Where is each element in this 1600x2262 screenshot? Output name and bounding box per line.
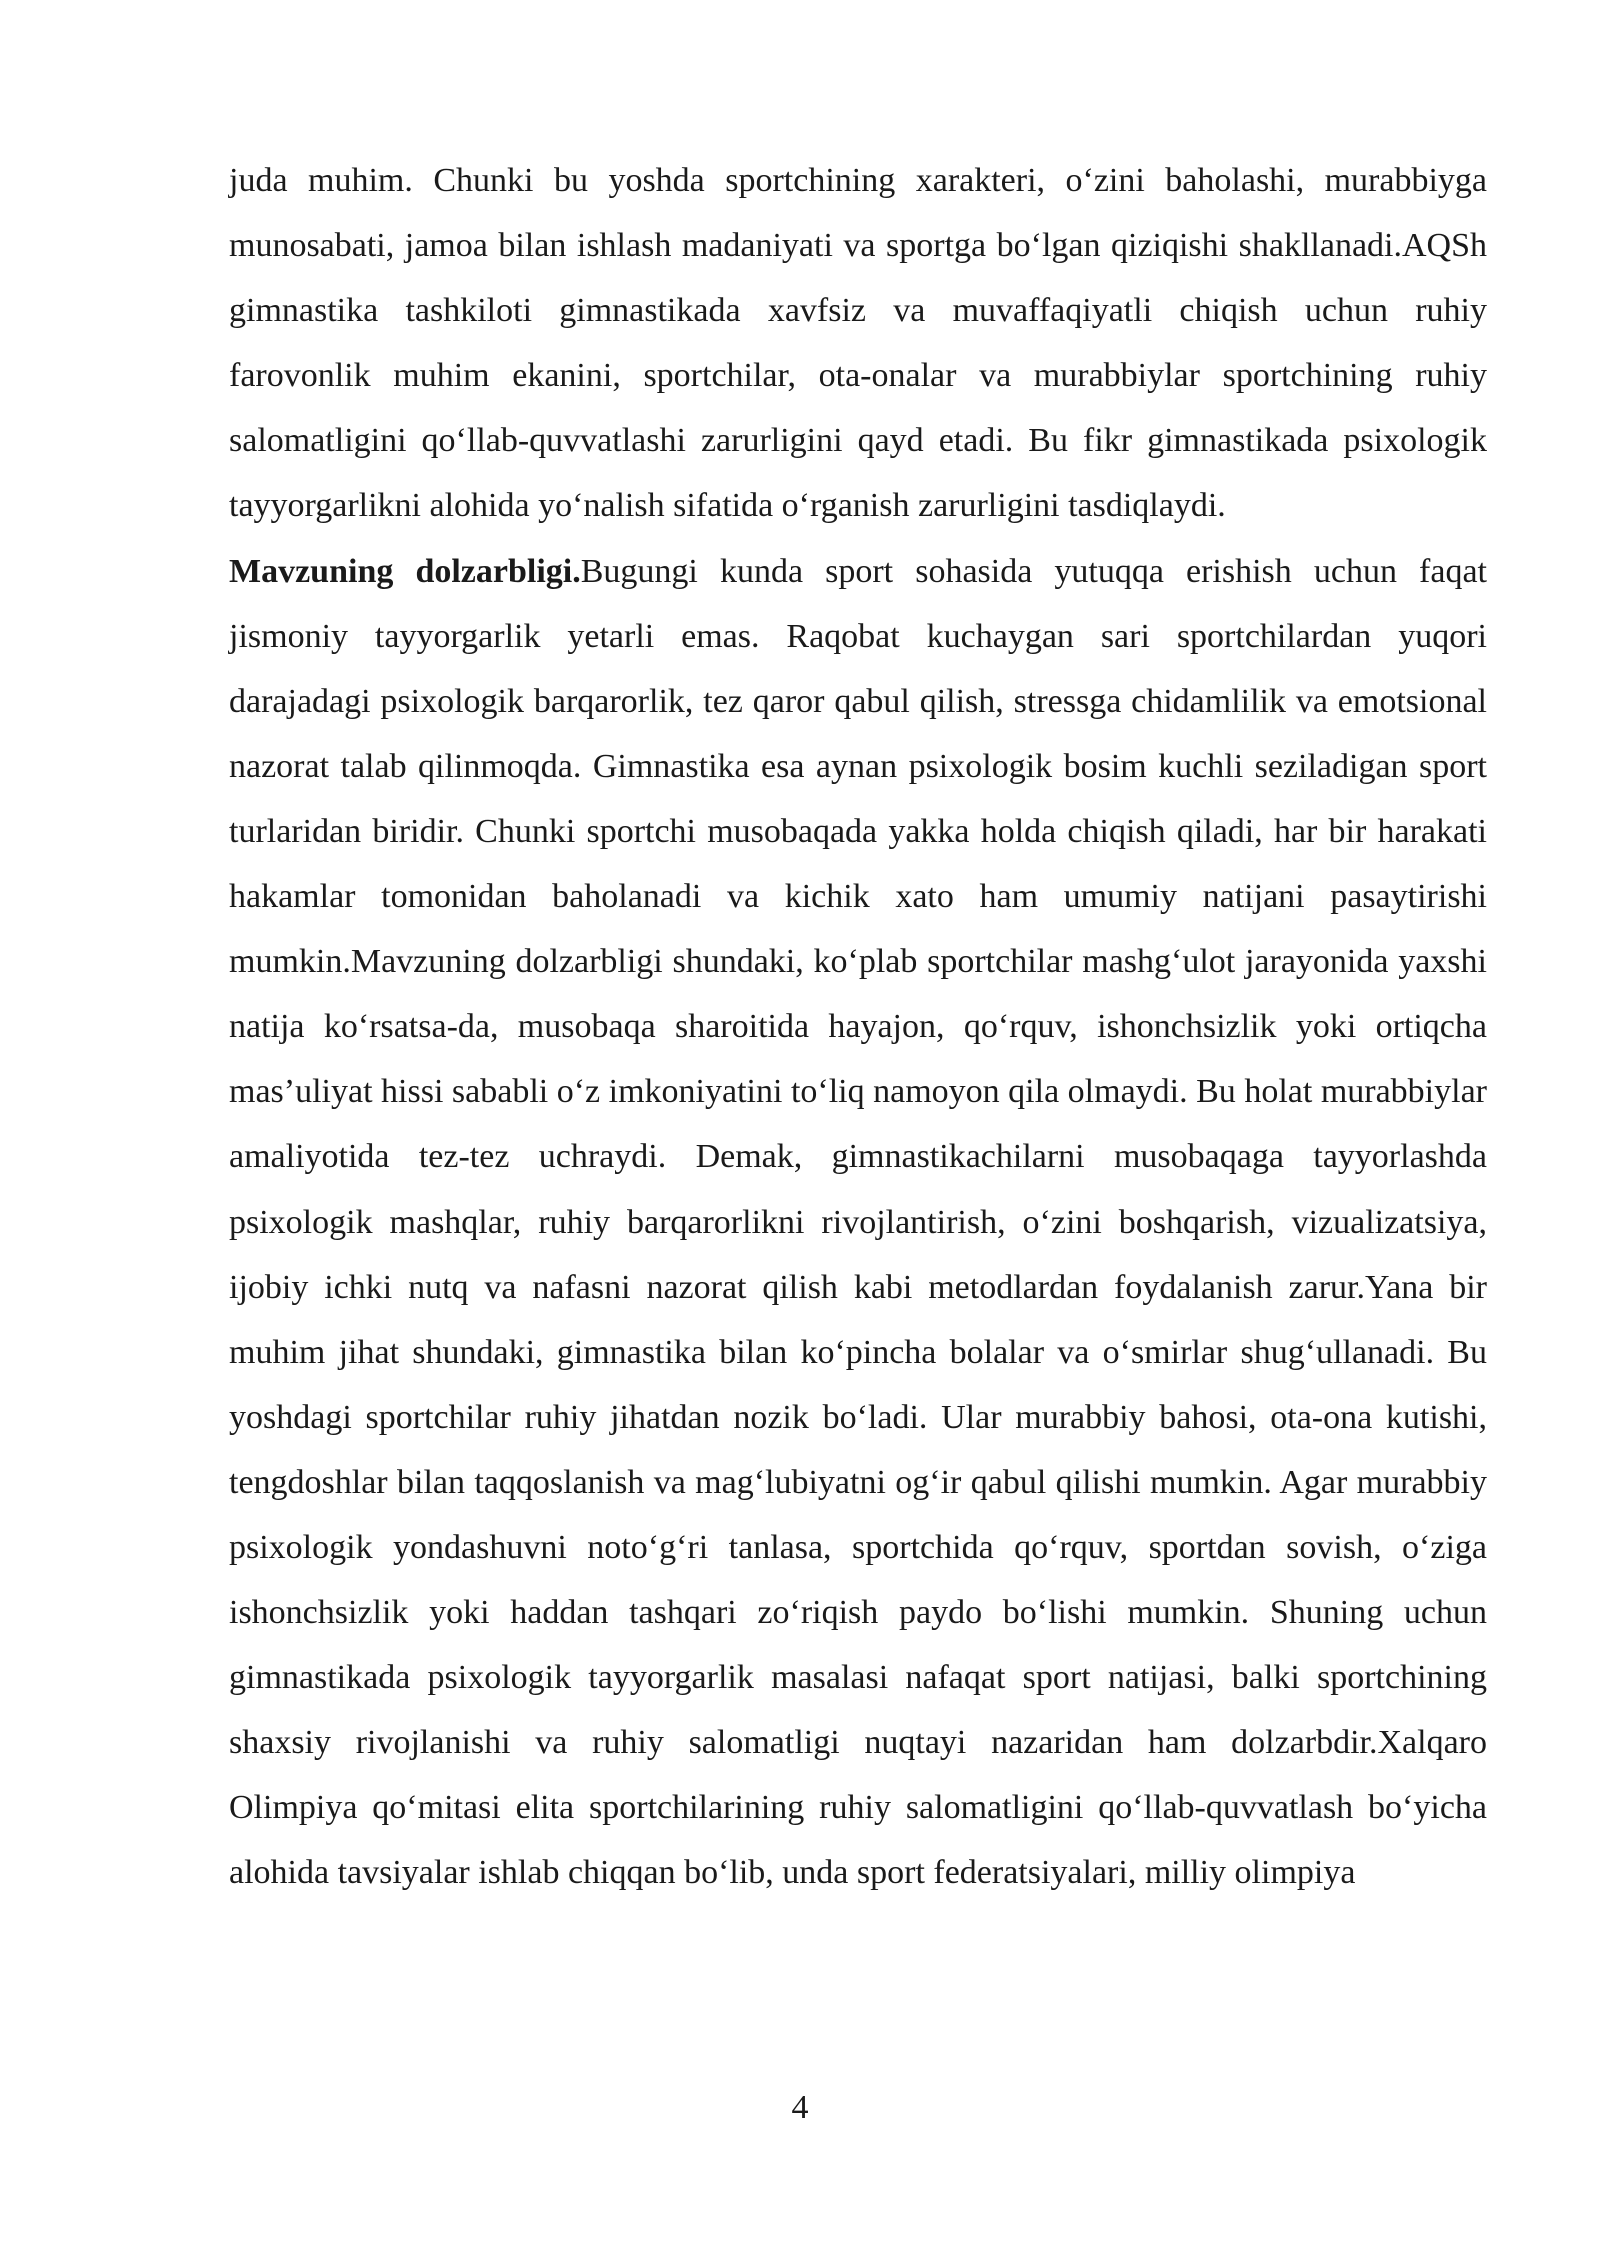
page-number: 4 (791, 2089, 809, 2126)
body-text (229, 148, 1487, 1906)
paragraph-relevance-body: Bugungi kunda sport sohasida yutuqqa erishish uchun faqat jismoniy tayyorgarlik yetarli emas. Raqobat kuchaygan sari sportchilardan yuqori darajadagi psixologik barqarorlik, tez qaror qabul qilish, stressga chidamlilik va emotsional nazorat talab qilinmoqda. Gimnastika esa aynan psixologik bosim kuchli seziladigan sport turlaridan biridir. Chunki sportchi musobaqada yakka holda chiqish qiladi, har bir harakati hakamlar tomonidan baholanadi va kichik xato ham umumiy natijani pasaytirishi mumkin.Mavzuning dolzarbligi shundaki, ko‘plab sportchilar mashg‘ulot jarayonida yaxshi natija ko‘rsatsa-da, musobaqa sharoitida hayajon, qo‘rquv, ishonchsizlik yoki ortiqcha mas’uliyat hissi sababli o‘z imkoniyatini to‘liq namoyon qila olmaydi. Bu holat murabbiylar amaliyotida tez-tez uchraydi. Demak, gimnastikachilarni musobaqaga tayyorlashda psixologik mashqlar, ruhiy barqarorlikni rivojlantirish, o‘zini boshqarish, vizualizatsiya, ijobiy ichki nutq va nafasni nazorat qilish kabi metodlardan foydalanish zarur.Yana bir muhim jihat shundaki, gimnastika bilan ko‘pincha bolalar va o‘smirlar shug‘ullanadi. Bu yoshdagi sportchilar ruhiy jihatdan nozik bo‘ladi. Ular murabbiy bahosi, ota-ona kutishi, tengdoshlar bilan taqqoslanish va mag‘lubiyatni og‘ir qabul qilishi mumkin. Agar murabbiy psixologik yondashuvni noto‘g‘ri tanlasa, sportchida qo‘rquv, sportdan sovish, o‘ziga ishonchsizlik yoki haddan tashqari zo‘riqish paydo bo‘lishi mumkin. Shuning uchun gimnastikada psixologik tayyorgarlik masalasi nafaqat sport natijasi, balki sportchining shaxsiy rivojlanishi va ruhiy salomatligi nuqtayi nazaridan ham dolzarbdir.Xalqaro Olimpiya qo‘mitasi elita sportchilarining ruhiy salomatligini qo‘llab-quvvatlash bo‘yicha alohida tavsiyalar ishlab chiqqan bo‘lib, unda sport federatsiyalari, milliy olimpiya (229, 552, 1488, 1892)
paragraph-relevance (229, 539, 1487, 1906)
section-heading: Mavzuning dolzarbligi. (229, 552, 581, 590)
paragraph-intro: juda muhim. Chunki bu yoshda sportchining xarakteri, o‘zini baholashi, murabbiyga munosabati, jamoa bilan ishlash madaniyati va sportga bo‘lgan qiziqishi shakllanadi.AQSh gimnastika tashkiloti gimnastikada xavfsiz va muvaffaqiyatli chiqish uchun ruhiy farovonlik muhim ekanini, sportchilar, ota-onalar va murabbiylar sportchining ruhiy salomatligini qo‘llab-quvvatlashi zarurligini qayd etadi. Bu fikr gimnastikada psixologik tayyorgarlikni alohida yo‘nalish sifatida o‘rganish zarurligini tasdiqlaydi. (229, 162, 1487, 525)
